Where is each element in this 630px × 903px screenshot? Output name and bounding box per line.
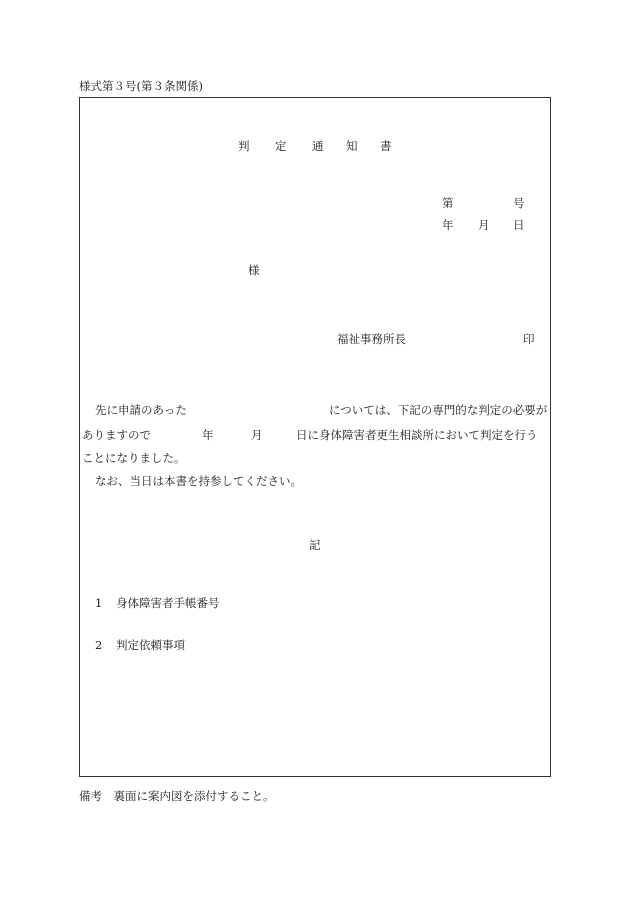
item-1-number: 1 bbox=[95, 596, 103, 610]
addressee-suffix: 様 bbox=[248, 263, 260, 277]
item-2-number: 2 bbox=[95, 638, 103, 652]
remarks-note: 備考 裏面に案内図を添付すること。 bbox=[79, 789, 275, 803]
title-char-2: 定 bbox=[275, 139, 287, 153]
body-line3: ことになりました。 bbox=[82, 451, 186, 465]
item-2-label: 判定依頼事項 bbox=[116, 638, 185, 652]
sender-title: 福祉事務所長 bbox=[337, 332, 406, 346]
body-line2-a: ありますので bbox=[82, 428, 151, 442]
title-char-5: 書 bbox=[380, 139, 392, 153]
seal-mark: 印 bbox=[523, 332, 535, 346]
form-label: 様式第３号(第３条関係) bbox=[79, 79, 203, 93]
body-line4: なお、当日は本書を持参してください。 bbox=[95, 474, 302, 488]
item-1-label: 身体障害者手帳番号 bbox=[116, 596, 220, 610]
number-dai: 第 bbox=[442, 196, 454, 210]
ki-heading: 記 bbox=[309, 538, 321, 552]
title-char-4: 知 bbox=[346, 139, 358, 153]
body-line2-b: 日に身体障害者更生相談所において判定を行う bbox=[296, 428, 538, 442]
body-line2-year: 年 bbox=[202, 428, 214, 442]
body-line1-b: については、下記の専門的な判定の必要が bbox=[329, 403, 548, 417]
number-go: 号 bbox=[513, 196, 525, 210]
date-day: 日 bbox=[513, 218, 525, 232]
body-line2-month: 月 bbox=[251, 428, 263, 442]
title-char-1: 判 bbox=[238, 139, 250, 153]
date-year: 年 bbox=[442, 218, 454, 232]
body-line1-a: 先に申請のあった bbox=[95, 403, 187, 417]
title-char-3: 通 bbox=[312, 139, 324, 153]
date-month: 月 bbox=[478, 218, 490, 232]
